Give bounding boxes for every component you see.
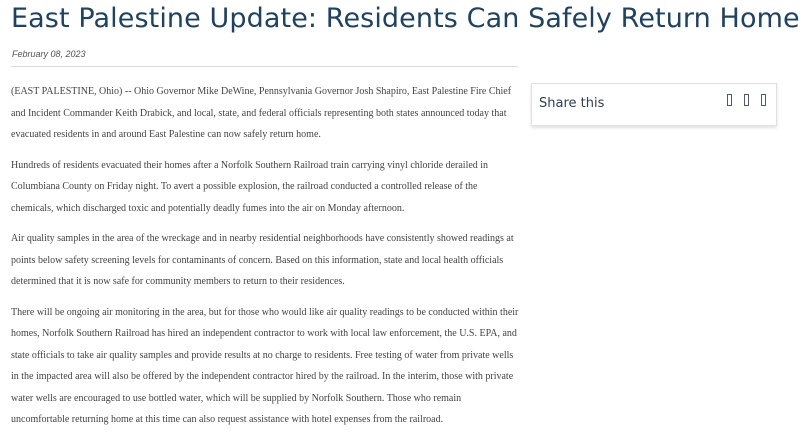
article-body [11, 81, 521, 440]
share-icon-3[interactable] [761, 94, 766, 106]
share-panel [531, 83, 777, 126]
share-label: Share this [539, 96, 605, 111]
divider [11, 66, 518, 67]
article-paragraph: Hundreds of residents evacuated their homes after a Norfolk Southern Railroad train carrying vinyl chloride derailed in Columbiana County on Friday night. To avert a possible explosion, the railroad conducted a controlled release of the chemicals, which discharged toxic and potentially deadly fumes into the air on Monday afternoon. [11, 159, 489, 214]
article-paragraph: (EAST PALESTINE, Ohio) -- Ohio Governor Mike DeWine, Pennsylvania Governor Josh Shapiro, East Palestine Fire Chief and Incident Commander Keith Drabick, and local, state, and federal officials representing both states announced today that evacuated residents in and around East Palestine can now safely return home. [11, 86, 512, 140]
share-icons [727, 94, 766, 106]
article-paragraph: Air quality samples in the area of the wreckage and in nearby residential neighborhoods have consistently showed readings at points below safety screening levels for contaminants of concern. Based on this information, state and local health officials determined that it is now safe for community members to return to their residences. [11, 233, 514, 287]
publish-date: February 08, 2023 [12, 49, 86, 59]
share-icon-1[interactable] [727, 94, 732, 106]
article-paragraph: There will be ongoing air monitoring in the area, but for those who would like air quality readings to be conducted within their homes, Norfolk Southern Railroad has hired an independent contractor to work with local law enforcement, the U.S. EPA, and state officials to take air quality samples and provide results at no charge to residents. Free testing of water from private wells in the impacted area will also be offered by the independent contractor hired by the railroad. In the interim, those with private water wells are encouraged to use bottled water, which will be supplied by Norfolk Southern. Those who remain uncomfortable returning home at this time can also request assistance with hotel expenses from the railroad. [11, 306, 519, 425]
page-title: East Palestine Update: Residents Can Safely Return Home [11, 3, 800, 34]
share-icon-2[interactable] [744, 94, 749, 106]
